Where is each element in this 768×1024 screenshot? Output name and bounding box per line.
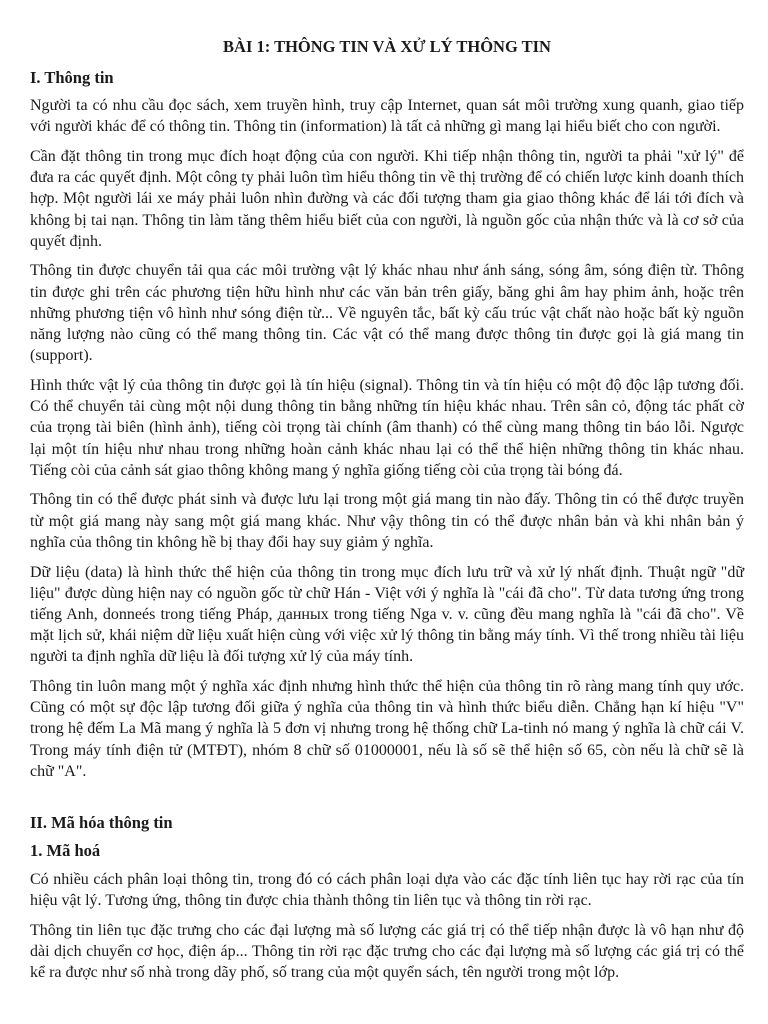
paragraph: Thông tin có thể được phát sinh và được lưu lại trong một giá mang tin nào đấy. Thông tin có thể được truyền từ một giá mang này sang một giá mang khác. Như vậy thông tin có thể được nhân bản và khi nhân bản ý nghĩa của thông tin không hề bị thay đổi hay suy giảm ý nghĩa. [30, 491, 744, 551]
paragraph: Hình thức vật lý của thông tin được gọi là tín hiệu (signal). Thông tin và tín hiệu có một độ độc lập tương đối. Có thể chuyển tải cùng một nội dung thông tin bằng những tín hiệu khác nhau. Trên sân cỏ, động tác phất cờ của trọng tài biên (hình ảnh), tiếng còi trọng tài chính (âm thanh) có thể cùng mang thông tin báo lỗi. Ngược lại một tín hiệu như nhau trong những hoàn cảnh khác nhau lại có thể thể hiện những thông tin khác nhau. Tiếng còi của cảnh sát giao thông không mang ý nghĩa giống tiếng còi của trọng tài bóng đá. [30, 376, 744, 479]
subsection-heading-ma-hoa: 1. Mã hoá [30, 841, 101, 861]
section-heading-thong-tin: I. Thông tin [30, 68, 114, 87]
paragraph: Có nhiều cách phân loại thông tin, trong đó có cách phân loại dựa vào các đặc tính liên tục hay rời rạc của tín hiệu vật lý. Tương ứng, thông tin được chia thành thông tin liên tục và thông tin rời rạc. [30, 871, 744, 910]
paragraph: Cần đặt thông tin trong mục đích hoạt động của con người. Khi tiếp nhận thông tin, người ta phải "xử lý" để đưa ra các quyết định. Một công ty phải luôn tìm hiểu thông tin về thị trường để có chiến lược kinh doanh thích hợp. Một người lái xe máy phải luôn nhìn đường và các đối tượng tham gia giao thông khác để lái tới đích và không bị tai nạn. Thông tin làm tăng thêm hiểu biết của con người, là nguồn gốc của nhận thức và là cơ sở của quyết định. [30, 147, 744, 250]
document-page [30, 36, 744, 992]
paragraph: Thông tin được chuyển tải qua các môi trường vật lý khác nhau như ánh sáng, sóng âm, sóng điện từ. Thông tin được ghi trên các phương tiện hữu hình như các văn bản trên giấy, băng ghi âm hay phim ảnh, hoặc trên những phương tiện vô hình như sóng điện từ... Về nguyên tắc, bất kỳ cấu trúc vật chất nào hoặc bất kỳ nguồn năng lượng nào cũng có thể mang thông tin. Các vật có thể mang được thông tin được gọi là giá mang tin (support). [30, 262, 744, 365]
document-title: BÀI 1: THÔNG TIN VÀ XỬ LÝ THÔNG TIN [223, 37, 551, 56]
paragraph: Thông tin liên tục đặc trưng cho các đại lượng mà số lượng các giá trị có thể tiếp nhận được là vô hạn như độ dài dịch chuyển cơ học, điện áp... Thông tin rời rạc đặc trưng cho các đại lượng mà số lượng các giá trị có thể kể ra được như số nhà trong dãy phố, số trang của một quyển sách, tên người trong một lớp. [30, 922, 744, 982]
paragraph: Thông tin luôn mang một ý nghĩa xác định nhưng hình thức thể hiện của thông tin rõ ràng mang tính quy ước. Cũng có một sự độc lập tương đối giữa ý nghĩa của thông tin và hình thức biểu diễn. Chẳng hạn kí hiệu "V" trong hệ đếm La Mã mang ý nghĩa là 5 đơn vị nhưng trong hệ thống chữ La-tinh nó mang ý nghĩa là chữ cái V. Trong máy tính điện tử (MTĐT), nhóm 8 chữ số 01000001, nếu là số sẽ thể hiện số 65, còn nếu là chữ sẽ là chữ "A". [30, 678, 744, 780]
paragraph: Dữ liệu (data) là hình thức thể hiện của thông tin trong mục đích lưu trữ và xử lý nhất định. Thuật ngữ "dữ liệu" được dùng hiện nay có nguồn gốc từ chữ Hán - Việt với ý nghĩa là "cái đã cho". Từ data tương ứng trong tiếng Anh, donneés trong tiếng Pháp, данных trong tiếng Nga v. v. cũng đều mang nghĩa là "cái đã cho". Về mặt lịch sử, khái niệm dữ liệu xuất hiện cùng với việc xử lý thông tin bằng máy tính. Vì thế trong nhiều tài liệu người ta định nghĩa dữ liệu là đối tượng xử lý của máy tính. [30, 563, 744, 666]
section-heading-ma-hoa-thong-tin: II. Mã hóa thông tin [30, 813, 173, 833]
paragraph: Người ta có nhu cầu đọc sách, xem truyền hình, truy cập Internet, quan sát môi trường xung quanh, giao tiếp với người khác để có thông tin. Thông tin (information) là tất cả những gì mang lại hiểu biết cho con người. [30, 97, 744, 136]
